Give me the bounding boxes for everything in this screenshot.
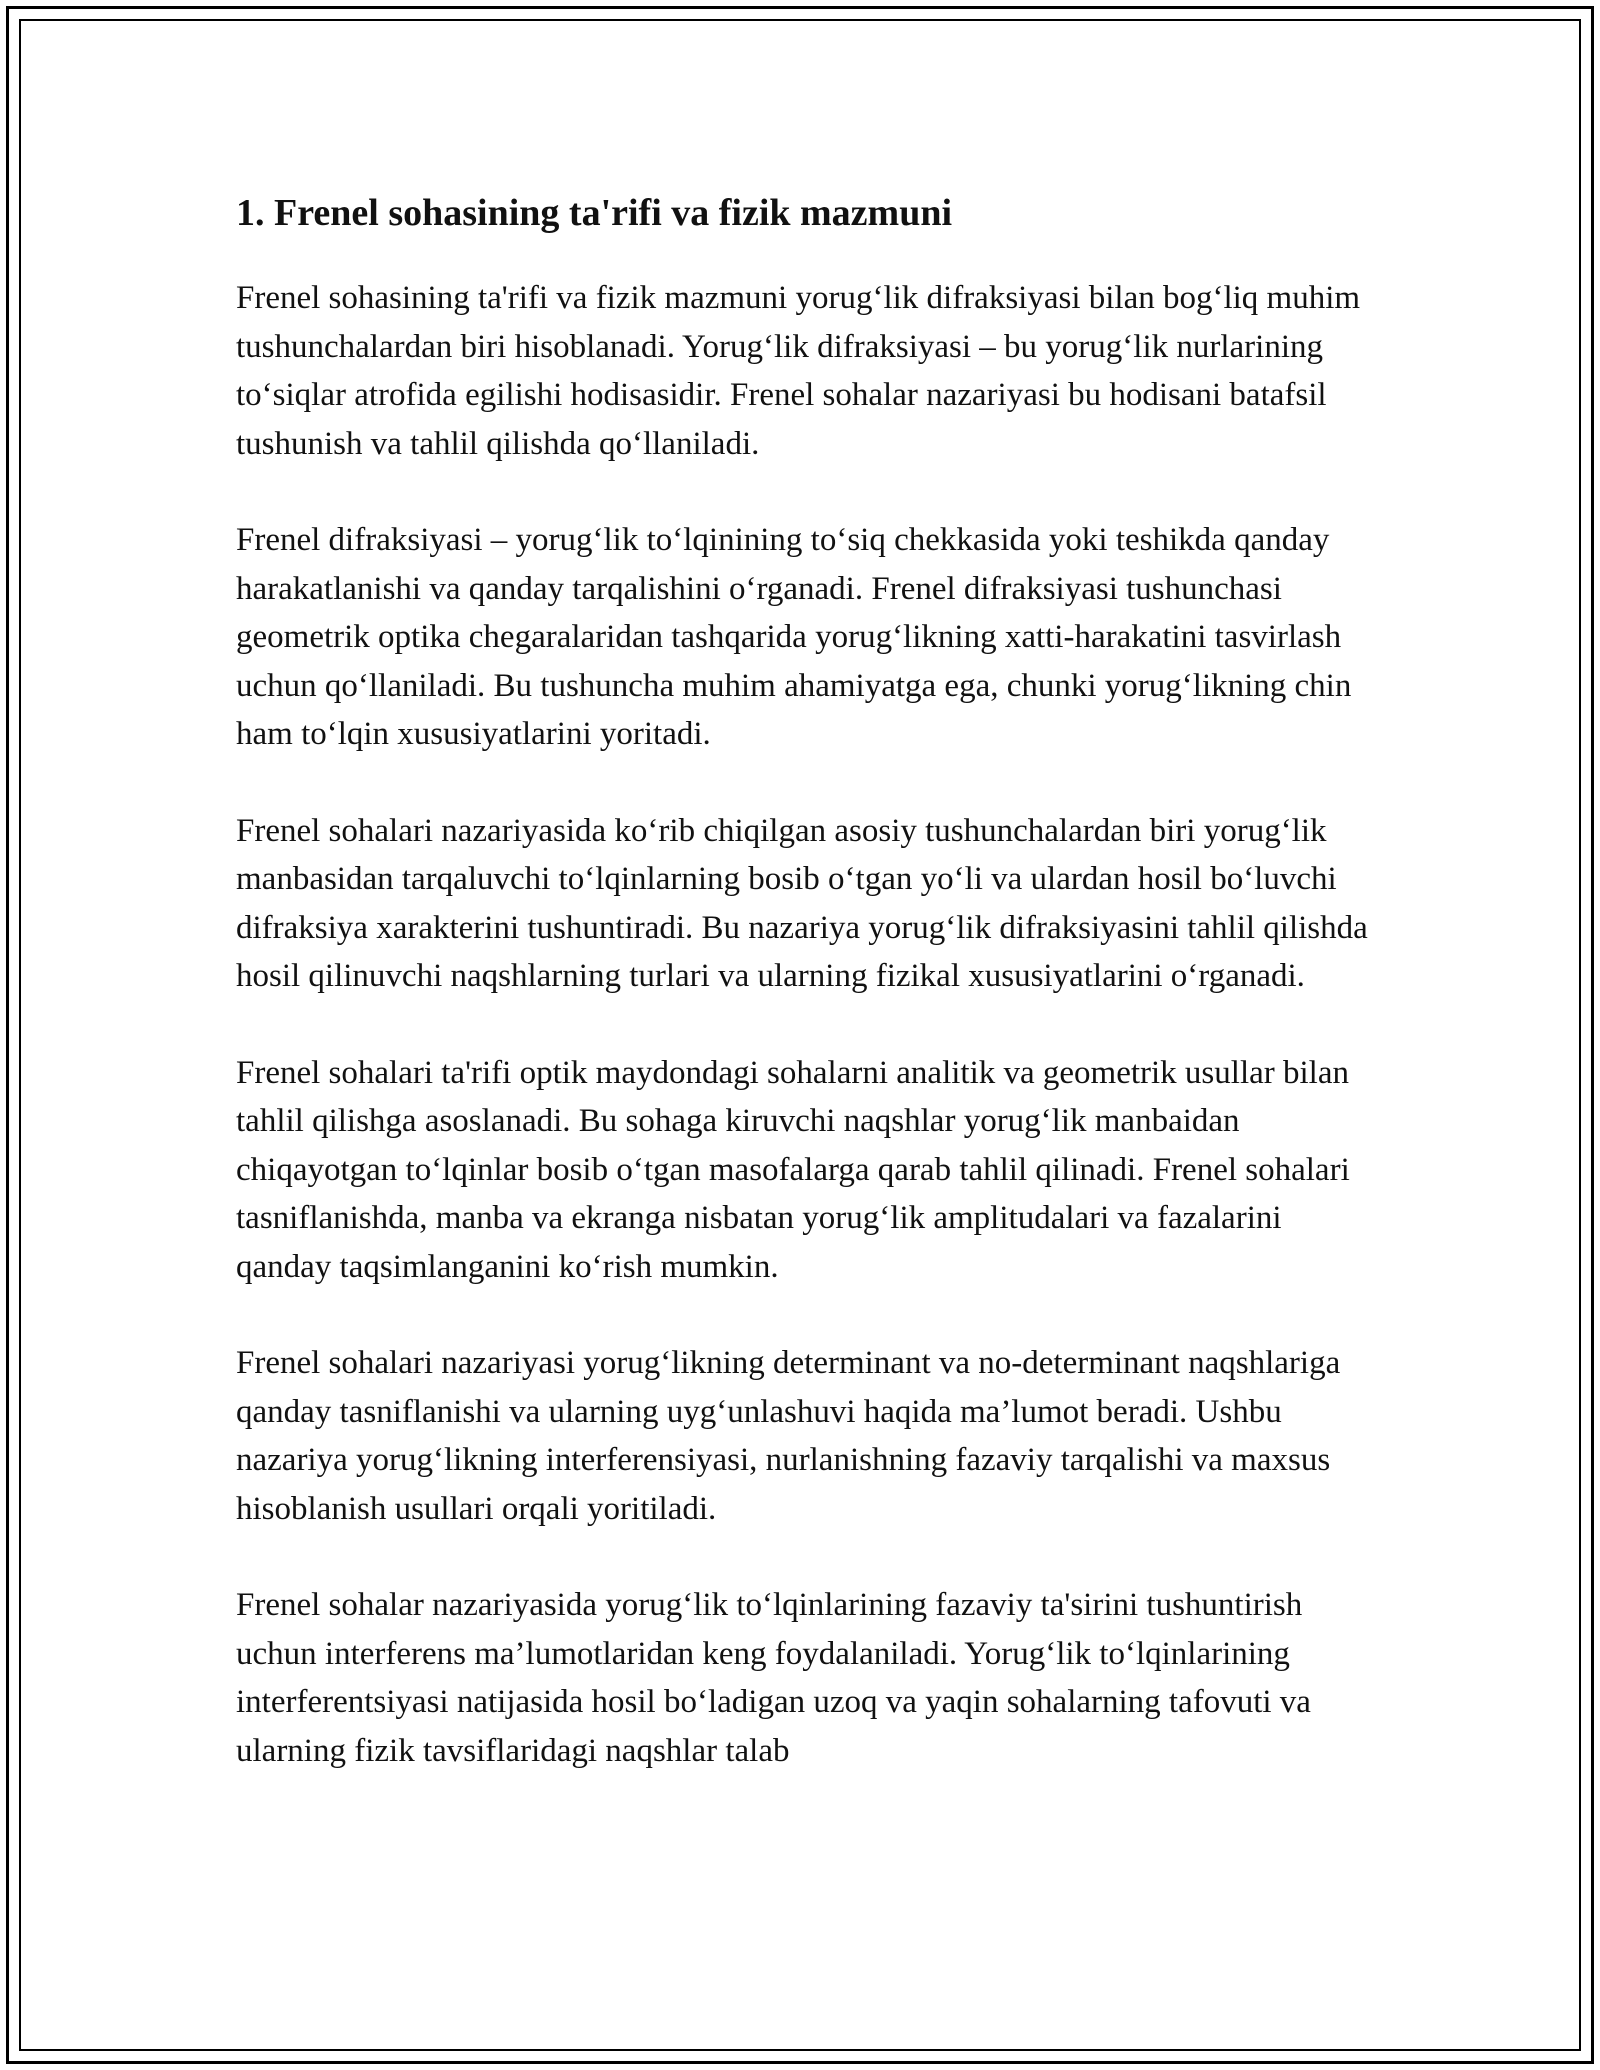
section-title: 1. Frenel sohasining ta'rifi va fizik mazmuni (236, 192, 953, 234)
paragraph-5: Frenel sohalari nazariyasi yorug‘likning determinant va no-determinant naqshlariga qanday tasniflanishi va ularning uyg‘unlashuvi haqida ma’lumot beradi. Ushbu nazariya yorug‘likning interferensiyasi, nurlanishning fazaviy tarqalishi va maxsus hisoblanish usullari orqali yoritiladi. (236, 1345, 1341, 1527)
document-body (236, 186, 1376, 1823)
paragraph-1: Frenel sohasining ta'rifi va fizik mazmuni yorug‘lik difraksiyasi bilan bog‘liq muhim tushunchalardan biri hisoblanadi. Yorug‘lik difraksiyasi – bu yorug‘lik nurlarining to‘siqlar atrofida egilishi hodisasidir. Frenel sohalar nazariyasi bu hodisani batafsil tushunish va tahlil qilishda qo‘llaniladi. (236, 280, 1361, 462)
paragraph-6: Frenel sohalar nazariyasida yorug‘lik to‘lqinlarining fazaviy ta'sirini tushuntirish uchun interferens ma’lumotlaridan keng foydalaniladi. Yorug‘lik to‘lqinlarining interferentsiyasi natijasida hosil bo‘ladigan uzoq va yaqin sohalarning tafovuti va ularning fizik tavsiflaridagi naqshlar talab (236, 1587, 1311, 1769)
paragraph-4: Frenel sohalari ta'rifi optik maydondagi sohalarni analitik va geometrik usullar bilan tahlil qilishga asoslanadi. Bu sohaga kiruvchi naqshlar yorug‘lik manbaidan chiqayotgan to‘lqinlar bosib o‘tgan masofalarga qarab tahlil qilinadi. Frenel sohalari tasniflanishda, manba va ekranga nisbatan yorug‘lik amplitudalari va fazalarini qanday taqsimlanganini ko‘rish mumkin. (236, 1054, 1350, 1285)
paragraph-2: Frenel difraksiyasi – yorug‘lik to‘lqinining to‘siq chekkasida yoki teshikda qanday harakatlanishi va qanday tarqalishini o‘rganadi. Frenel difraksiyasi tushunchasi geometrik optika chegaralaridan tashqarida yorug‘likning xatti-harakatini tasvirlash uchun qo‘llaniladi. Bu tushuncha muhim ahamiyatga ega, chunki yorug‘likning chin ham to‘lqin xususiyatlarini yoritadi. (236, 522, 1352, 752)
paragraph-3: Frenel sohalari nazariyasida ko‘rib chiqilgan asosiy tushunchalardan biri yorug‘lik manbasidan tarqaluvchi to‘lqinlarning bosib o‘tgan yo‘li va ulardan hosil bo‘luvchi difraksiya xarakterini tushuntiradi. Bu nazariya yorug‘lik difraksiyasini tahlil qilishda hosil qilinuvchi naqshlarning turlari va ularning fizikal xususiyatlarini o‘rganadi. (236, 812, 1368, 994)
